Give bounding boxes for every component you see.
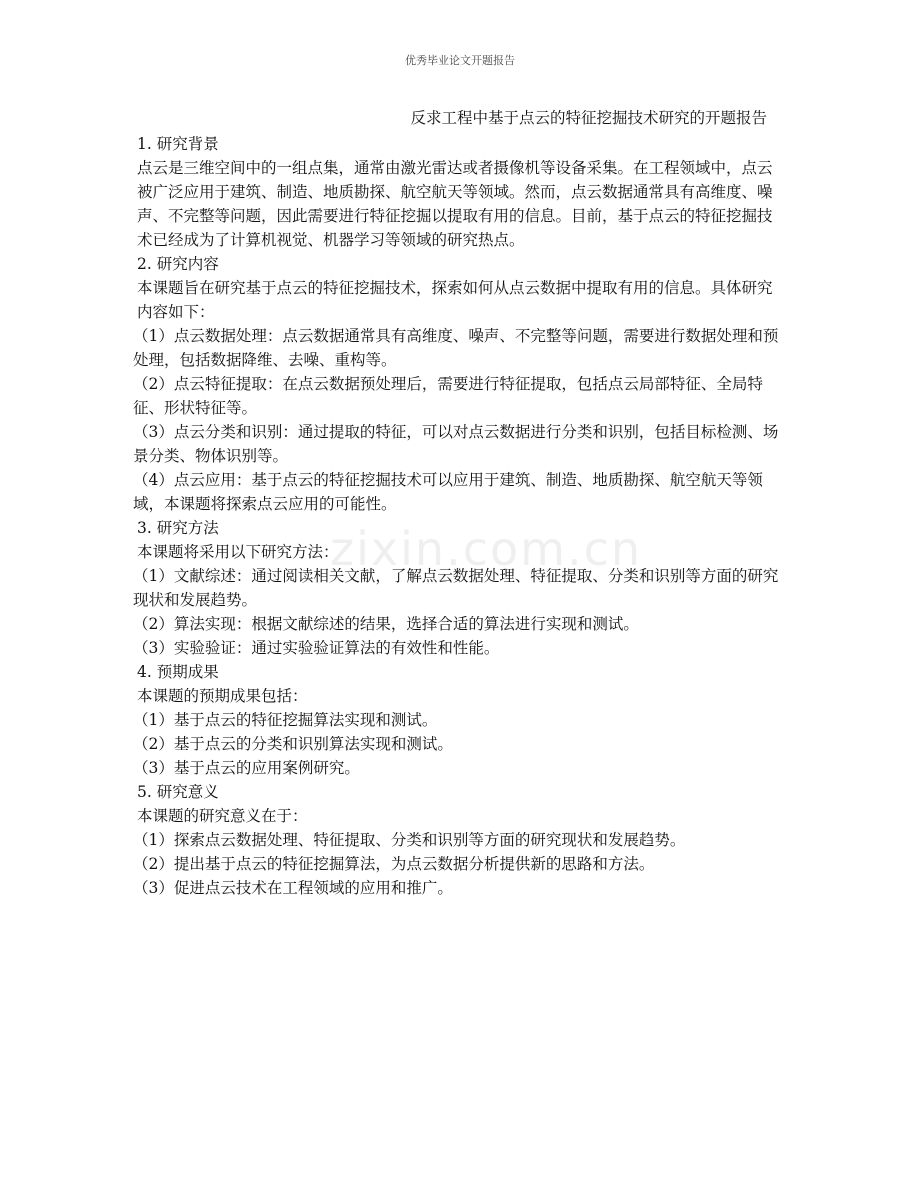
- list-item: （2）点云特征提取：在点云数据预处理后，需要进行特征提取，包括点云局部特征、全局特征、形状特征等。: [133, 375, 763, 417]
- list-item: （1）点云数据处理：点云数据通常具有高维度、噪声、不完整等问题，需要进行数据处理和预处理，包括数据降维、去噪、重构等。: [133, 327, 779, 369]
- section-paragraph: 本课题将采用以下研究方法：: [137, 543, 339, 561]
- section: [133, 252, 787, 516]
- list-item: （3）实验验证：通过实验验证算法的有效性和性能。: [133, 639, 500, 657]
- section-heading: 5. 研究意义: [137, 783, 219, 801]
- list-item: （2）算法实现：根据文献综述的结果，选择合适的算法进行实现和测试。: [133, 615, 639, 633]
- section-paragraph: 本课题的预期成果包括：: [137, 687, 308, 705]
- section-heading: 3. 研究方法: [137, 519, 219, 537]
- document-title: 反求工程中基于点云的特征挖掘技术研究的开题报告: [410, 109, 767, 127]
- list-item: （2）提出基于点云的特征挖掘算法，为点云数据分析提供新的思路和方法。: [133, 855, 655, 873]
- list-item: （1）基于点云的特征挖掘算法实现和测试。: [133, 711, 438, 729]
- section-heading: 4. 预期成果: [137, 663, 219, 681]
- watermark: zixin.com.cn: [330, 522, 643, 576]
- section: [133, 660, 787, 780]
- list-item: （1）探索点云数据处理、特征提取、分类和识别等方面的研究现状和发展趋势。: [133, 831, 686, 849]
- list-item: （3）点云分类和识别：通过提取的特征，可以对点云数据进行分类和识别，包括目标检测、场景分类、物体识别等。: [133, 423, 779, 465]
- section-heading: 2. 研究内容: [137, 255, 219, 273]
- list-item: （3）促进点云技术在工程领域的应用和推广。: [133, 879, 453, 897]
- section-paragraph: 点云是三维空间中的一组点集，通常由激光雷达或者摄像机等设备采集。在工程领域中，点云被广泛应用于建筑、制造、地质勘探、航空航天等领域。然而，点云数据通常具有高维度、噪声、不完整等问题，因此需要进行特征挖掘以提取有用的信息。目前，基于点云的特征挖掘技术已经成为了计算机视觉、机器学习等领域的研究热点。: [137, 159, 773, 249]
- document-body: [133, 106, 787, 900]
- page-header: 优秀毕业论文开题报告: [405, 54, 515, 67]
- section-paragraph: 本课题旨在研究基于点云的特征挖掘技术，探索如何从点云数据中提取有用的信息。具体研究内容如下：: [137, 279, 773, 321]
- list-item: （3）基于点云的应用案例研究。: [133, 759, 360, 777]
- list-item: （4）点云应用：基于点云的特征挖掘技术可以应用于建筑、制造、地质勘探、航空航天等领域，本课题将探索点云应用的可能性。: [133, 471, 763, 513]
- list-item: （1）文献综述：通过阅读相关文献，了解点云数据处理、特征提取、分类和识别等方面的研究现状和发展趋势。: [133, 567, 779, 609]
- sections-container: [133, 132, 787, 900]
- section-heading: 1. 研究背景: [137, 135, 219, 153]
- section: [133, 780, 787, 900]
- section: [133, 516, 787, 660]
- section-paragraph: 本课题的研究意义在于：: [137, 807, 308, 825]
- section: [137, 132, 787, 252]
- list-item: （2）基于点云的分类和识别算法实现和测试。: [133, 735, 453, 753]
